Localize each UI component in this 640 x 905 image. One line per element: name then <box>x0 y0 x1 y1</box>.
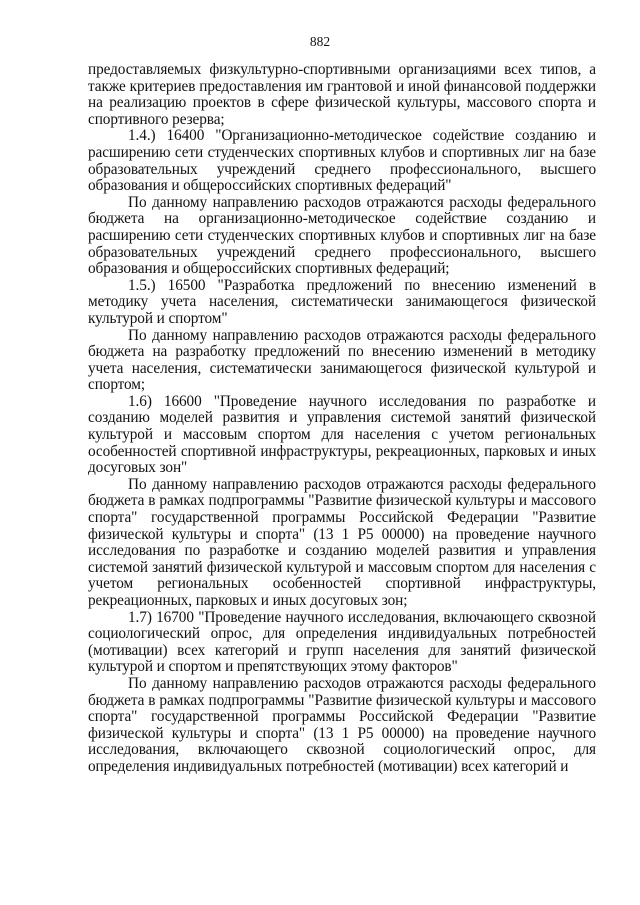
page-number: 882 <box>309 34 331 49</box>
document-body <box>88 62 596 776</box>
paragraph-5: По данному направлению расходов отражаются расходы федерального бюджета на разработку предложений по внесению изменений в методику учета населения, систематически занимающегося физической культурой и спортом; <box>88 326 596 394</box>
paragraph-4: 1.5.) 16500 "Разработка предложений по внесению изменений в методику учета населения, систематически занимающегося физической культурой и спортом" <box>88 276 596 327</box>
paragraph-6: 1.6) 16600 "Проведение научного исследования по разработке и созданию моделей развития и управления системой занятий физической культурой и массовым спортом для населения с учетом региональных особенностей спортивной инфраструктуры, рекреационных, парковых и иных досуговых зон" <box>88 392 596 477</box>
paragraph-9: По данному направлению расходов отражаются расходы федерального бюджета в рамках подпрограммы "Развитие физической культуры и массового спорта" государственной программы Российской Федерации "Развитие физической культуры и спорта" (13 1 Р5 00000) на проведение научного исследования, включающего сквозной социологический опрос, для определения индивидуальных потребностей (мотивации) всех категорий и <box>88 674 596 775</box>
paragraph-1: предоставляемых физкультурно-спортивными организациями всех типов, а также критериев предоставления им грантовой и иной финансовой поддержки на реализацию проектов в сфере физической культуры, массового спорта и спортивного резерва; <box>88 61 596 128</box>
paragraph-8: 1.7) 16700 "Проведение научного исследования, включающего сквозной социологический опрос, для определения индивидуальных потребностей (мотивации) всех категорий и групп населения для занятий физической культурой и спортом и препятствующих этому факторов" <box>88 608 596 676</box>
paragraph-3: По данному направлению расходов отражаются расходы федерального бюджета на организационно-методическое содействие созданию и расширению сети студенческих спортивных клубов и спортивных лиг на базе образовательных учреждений среднего профессионального, высшего образования и общероссийских спортивных федераций; <box>88 193 596 278</box>
paragraph-2: 1.4.) 16400 "Организационно-методическое содействие созданию и расширению сети студенческих спортивных клубов и спортивных лиг на базе образовательных учреждений среднего профессионального, высшего образования и общероссийских спортивных федераций" <box>88 127 596 195</box>
paragraph-7: По данному направлению расходов отражаются расходы федерального бюджета в рамках подпрограммы "Развитие физической культуры и массового спорта" государственной программы Российской Федерации "Развитие физической культуры и спорта" (13 1 Р5 00000) на проведение научного исследования по разработке и созданию моделей развития и управления системой занятий физической культурой и массовым спортом для населения с учетом региональных особенностей спортивной инфраструктуры, рекреационных, парковых и иных досуговых зон; <box>88 475 596 609</box>
